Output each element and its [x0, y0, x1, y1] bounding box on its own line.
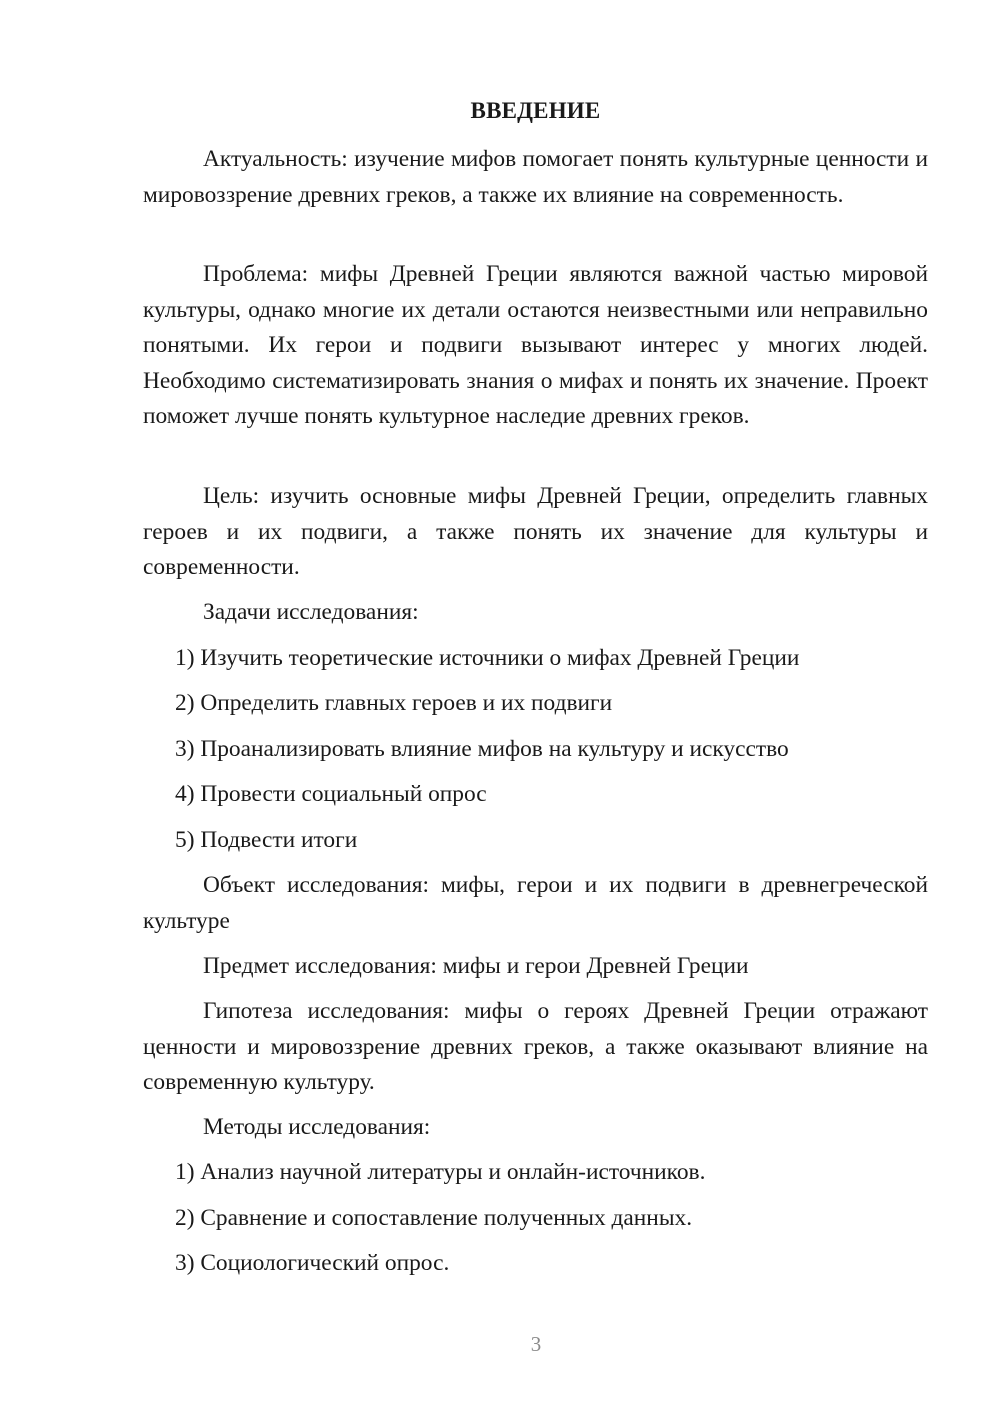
subject-paragraph: Предмет исследования: мифы и герои Древней Греции [203, 953, 749, 979]
hypothesis-paragraph: Гипотеза исследования: мифы о героях Древней Греции отражают ценности и мировоззрение древних греков, а также оказывают влияние на современную культуру. [143, 998, 928, 1096]
methods-heading: Методы исследования: [203, 1114, 431, 1140]
page-title: ВВЕДЕНИЕ [470, 98, 601, 123]
task-item: 1) Изучить теоретические источники о мифах Древней Греции [175, 645, 800, 671]
task-item: 3) Проанализировать влияние мифов на культуру и искусство [175, 736, 789, 762]
task-item: 4) Провести социальный опрос [175, 781, 487, 807]
problem-paragraph: Проблема: мифы Древней Греции являются важной частью мировой культуры, однако многие их детали остаются неизвестными или неправильно понятыми. Их герои и подвиги вызывают интерес у многих людей. Необходимо систематизировать знания о мифах и понять их значение. Проект поможет лучше понять культурное наследие древних греков. [143, 261, 928, 430]
tasks-heading: Задачи исследования: [203, 599, 419, 625]
method-item: 3) Социологический опрос. [175, 1250, 450, 1276]
object-paragraph: Объект исследования: мифы, герои и их подвиги в древнегреческой культуре [143, 872, 928, 934]
page-number: 3 [530, 1332, 542, 1356]
relevance-paragraph: Актуальность: изучение мифов помогает понять культурные ценности и мировоззрение древних греков, а также их влияние на современность. [143, 146, 928, 208]
method-item: 1) Анализ научной литературы и онлайн-источников. [175, 1159, 706, 1185]
method-item: 2) Сравнение и сопоставление полученных данных. [175, 1205, 693, 1231]
task-item: 2) Определить главных героев и их подвиги [175, 690, 613, 716]
goal-paragraph: Цель: изучить основные мифы Древней Греции, определить главных героев и их подвиги, а также понять их значение для культуры и современности. [143, 483, 928, 581]
task-item: 5) Подвести итоги [175, 827, 358, 853]
